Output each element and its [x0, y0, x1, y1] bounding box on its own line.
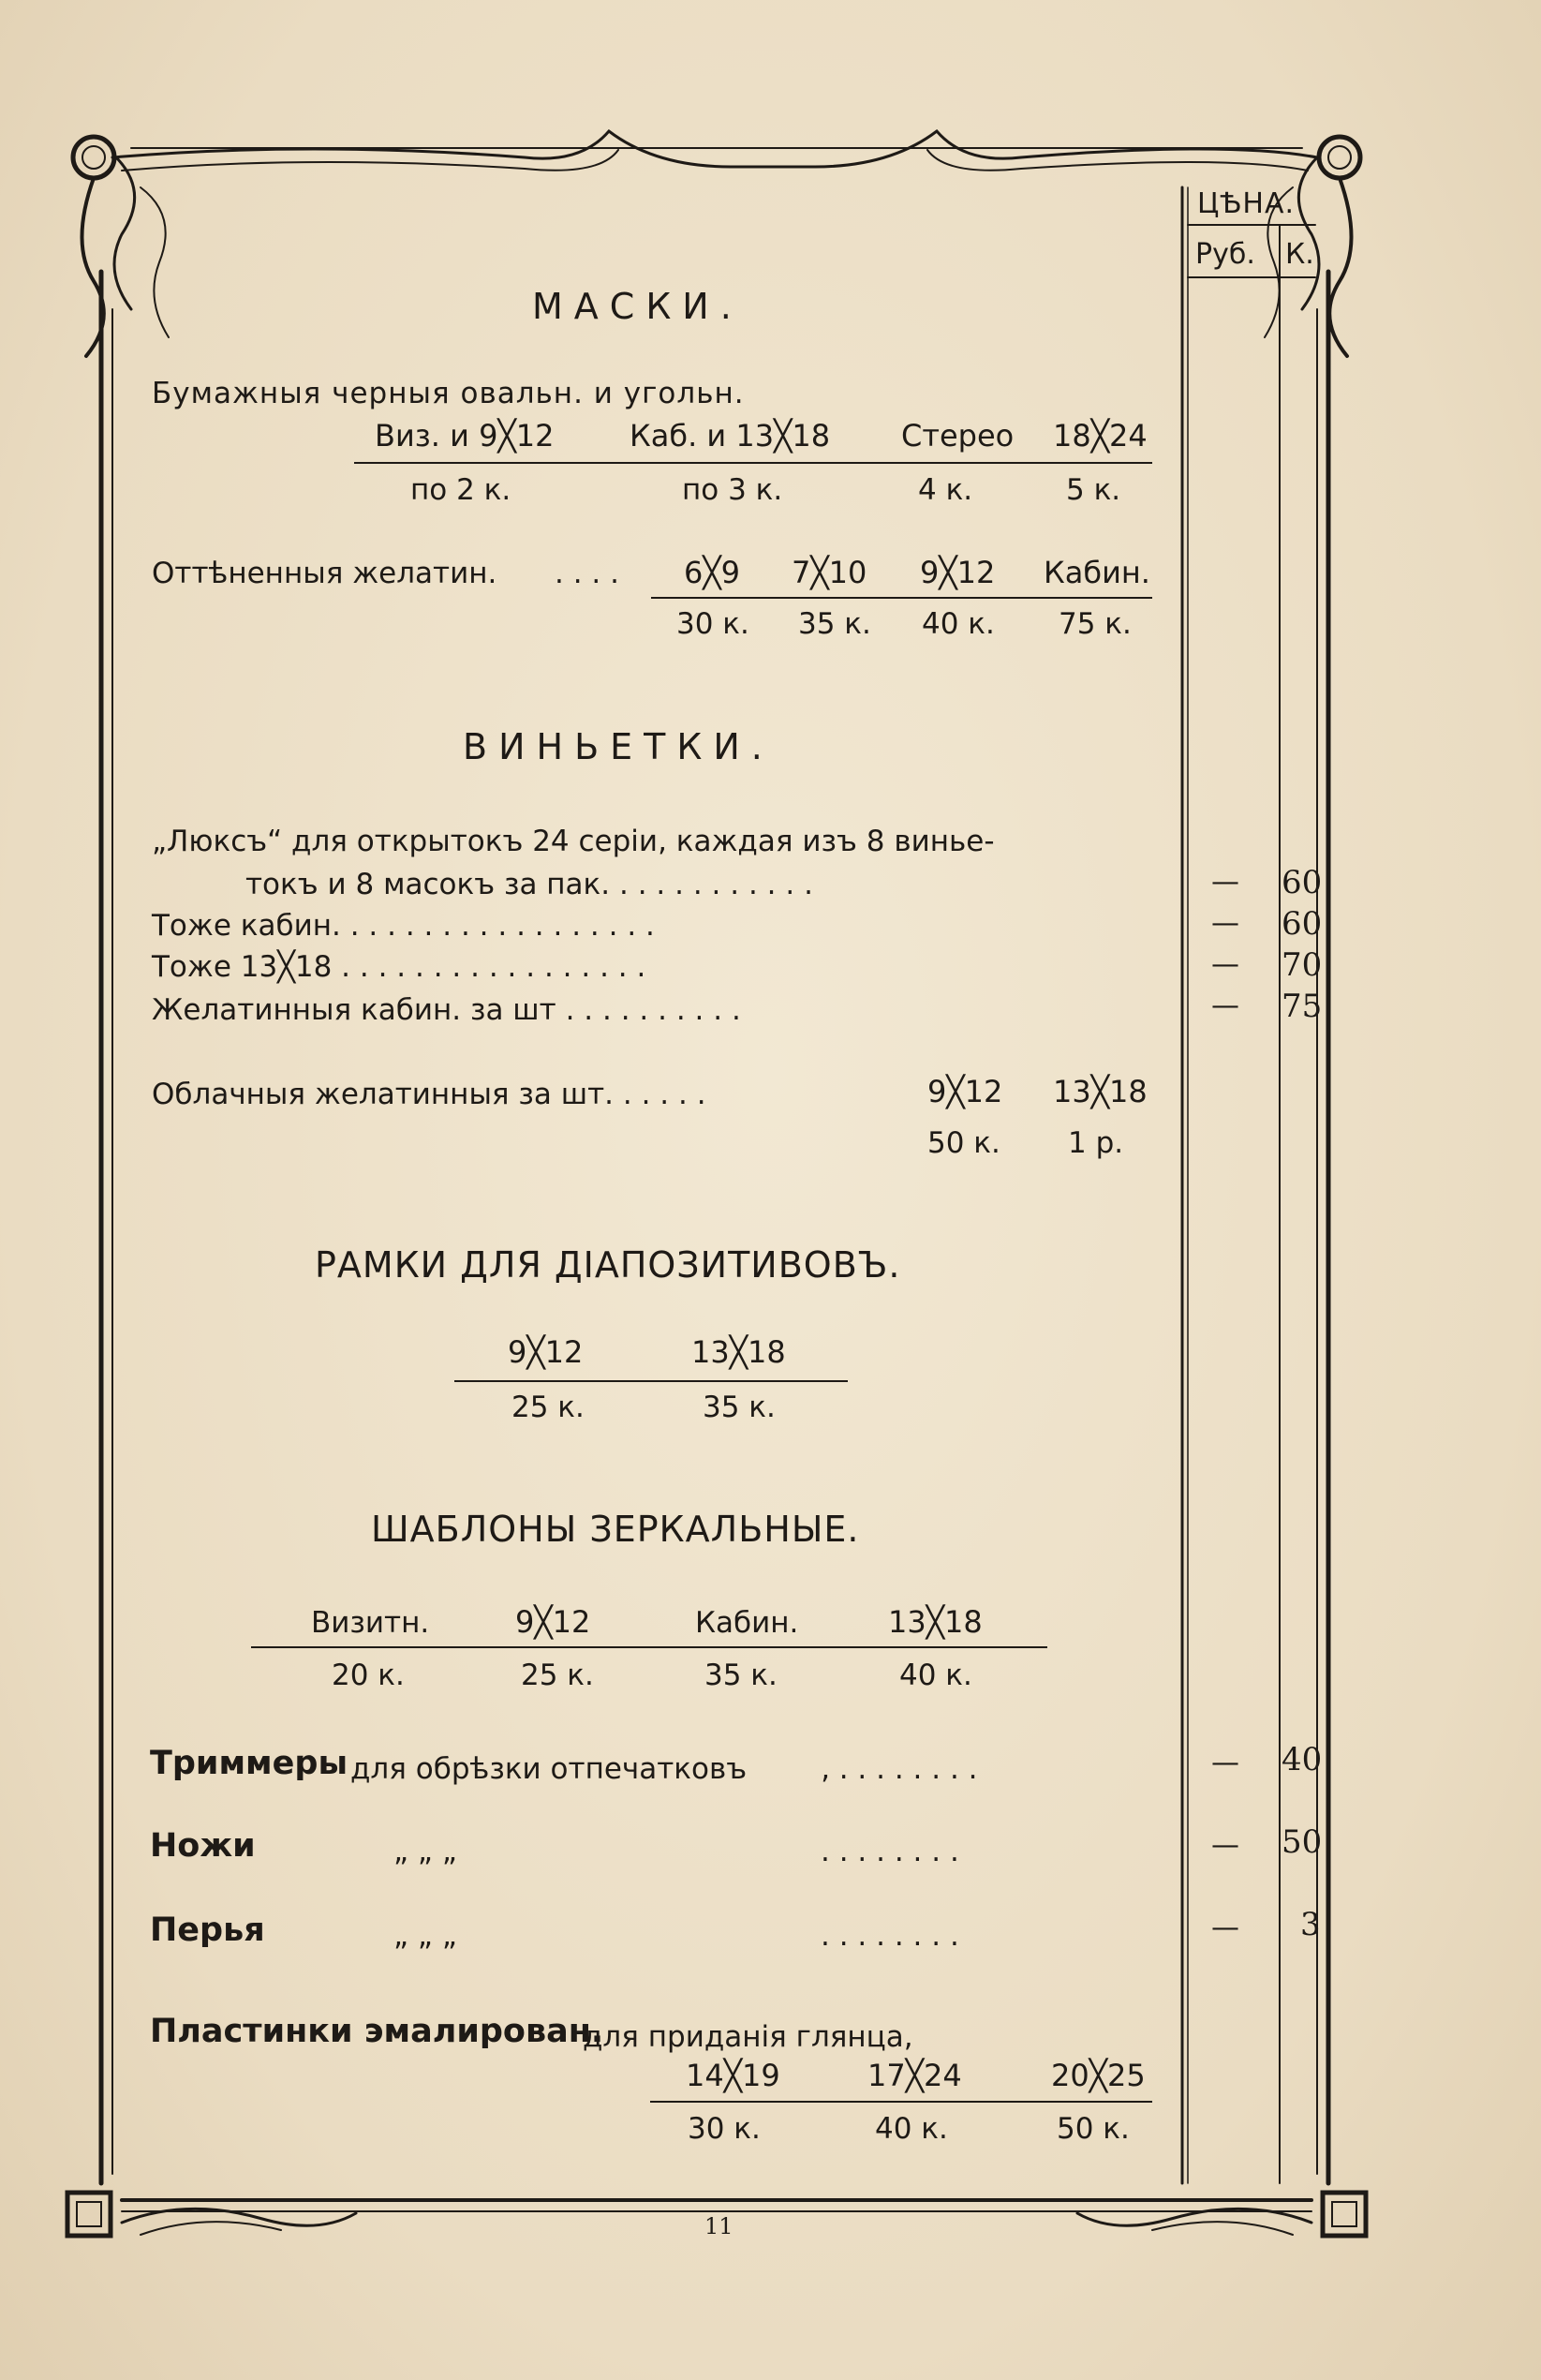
plates-size: 20╳25 [1051, 2058, 1146, 2093]
vignettes-title: ВИНЬЕТКИ. [463, 726, 774, 767]
vignette-item-kop: 75 [1282, 988, 1323, 1025]
templates-price: 35 к. [704, 1659, 778, 1692]
masks-paper-size: Каб. и 13╳18 [630, 418, 831, 454]
vignette-item-rub: — [1211, 989, 1239, 1022]
frames-size: 9╳12 [508, 1334, 584, 1370]
tool-rub: — [1211, 1747, 1239, 1779]
templates-price: 20 к. [332, 1659, 405, 1692]
tool-rub: — [1211, 1911, 1239, 1944]
plates-price: 40 к. [875, 2112, 948, 2146]
tool-dots: . . . . . . . . [821, 1919, 959, 1953]
masks-paper-size: Виз. и 9╳12 [375, 418, 555, 454]
masks-gel-size: 9╳12 [920, 555, 996, 590]
tool-desc: для обрѣзки отпечатковъ [350, 1752, 748, 1786]
frames-price: 35 к. [703, 1391, 776, 1424]
plates-size: 17╳24 [867, 2058, 962, 2093]
vignette-item-kop: 70 [1282, 946, 1323, 984]
frames-title: РАМКИ ДЛЯ ДІАПОЗИТИВОВЪ. [315, 1244, 901, 1286]
masks-paper-label: Бумажныя черныя овальн. и угольн. [152, 377, 745, 410]
templates-size: Кабин. [695, 1606, 799, 1640]
vignette-item-rub: — [1211, 948, 1239, 981]
vignette-cloud-label: Облачныя желатинныя за шт. . . . . . [152, 1078, 706, 1111]
frames-size: 13╳18 [691, 1334, 786, 1370]
masks-gel-size: 6╳9 [684, 555, 740, 590]
vignette-item-label: Тоже кабин. . . . . . . . . . . . . . . . . . [152, 909, 655, 943]
tool-kop: 50 [1282, 1823, 1323, 1861]
tool-dots: . . . . . . . . [821, 1835, 959, 1868]
masks-gel-price: 35 к. [798, 607, 871, 641]
plates-price: 30 к. [688, 2112, 761, 2146]
masks-gel-price: 30 к. [676, 607, 749, 641]
tool-name: Триммеры [150, 1745, 348, 1782]
templates-title: ШАБЛОНЫ ЗЕРКАЛЬНЫЕ. [371, 1509, 860, 1550]
vignette-item-label: Тоже 13╳18 . . . . . . . . . . . . . . . . . [152, 950, 646, 984]
vignette-cloud-size: 9╳12 [927, 1074, 1003, 1109]
masks-title: МАСКИ. [532, 286, 743, 327]
templates-price: 25 к. [521, 1659, 594, 1692]
vignette-lux-line2: токъ и 8 масокъ за пак. . . . . . . . . . . . [245, 868, 813, 901]
tool-rub: — [1211, 1829, 1239, 1862]
plates-desc: для приданія глянца, [583, 2020, 913, 2054]
tool-kop: 40 [1282, 1741, 1323, 1778]
masks-gel-size: 7╳10 [792, 555, 867, 590]
vignette-item-label: Желатинныя кабин. за шт . . . . . . . . . . [152, 993, 741, 1027]
masks-gel-size: Кабин. [1044, 555, 1150, 590]
templates-size: 13╳18 [888, 1604, 983, 1640]
masks-gel-price: 75 к. [1059, 607, 1132, 641]
plates-name: Пластинки эмалирован. [150, 2013, 604, 2050]
masks-paper-price: 5 к. [1066, 473, 1121, 507]
masks-gel-label: Оттѣненныя желатин. [152, 557, 497, 590]
tool-name: Ножи [150, 1827, 256, 1865]
masks-paper-price: по 3 к. [682, 473, 783, 507]
vignette-lux-rub: — [1211, 866, 1239, 899]
vignette-cloud-price: 50 к. [927, 1126, 1000, 1160]
masks-gel-dots: . . . . [555, 557, 619, 590]
page-number: 11 [704, 2213, 733, 2239]
tool-desc: „ „ „ [393, 1919, 457, 1953]
masks-paper-price: 4 к. [918, 473, 973, 507]
vignette-lux-line1: „Люксъ“ для открытокъ 24 серіи, каждая изъ 8 винье- [152, 825, 995, 858]
templates-size: Визитн. [311, 1606, 430, 1640]
masks-gel-price: 40 к. [922, 607, 995, 641]
tool-dots: ‚ . . . . . . . . [821, 1752, 978, 1786]
plates-price: 50 к. [1057, 2112, 1130, 2146]
tool-kop: 3 [1300, 1906, 1321, 1943]
masks-paper-size: Стерео [901, 418, 1015, 454]
vignette-item-rub: — [1211, 907, 1239, 940]
tool-desc: „ „ „ [393, 1835, 457, 1868]
plates-size: 14╳19 [686, 2058, 780, 2093]
vignette-cloud-size: 13╳18 [1053, 1074, 1148, 1109]
vignette-lux-kop: 60 [1282, 864, 1323, 901]
masks-paper-size: 18╳24 [1053, 418, 1148, 454]
tool-name: Перья [150, 1911, 265, 1949]
vignette-cloud-price: 1 р. [1068, 1126, 1124, 1160]
templates-price: 40 к. [899, 1659, 972, 1692]
price-header-rub: Руб. [1195, 238, 1255, 271]
masks-paper-price: по 2 к. [410, 473, 511, 507]
templates-size: 9╳12 [515, 1604, 591, 1640]
frames-price: 25 к. [511, 1391, 585, 1424]
price-header-kop: К. [1285, 238, 1314, 271]
vignette-item-kop: 60 [1282, 905, 1323, 943]
price-header-title: ЦѢНА. [1197, 187, 1296, 220]
